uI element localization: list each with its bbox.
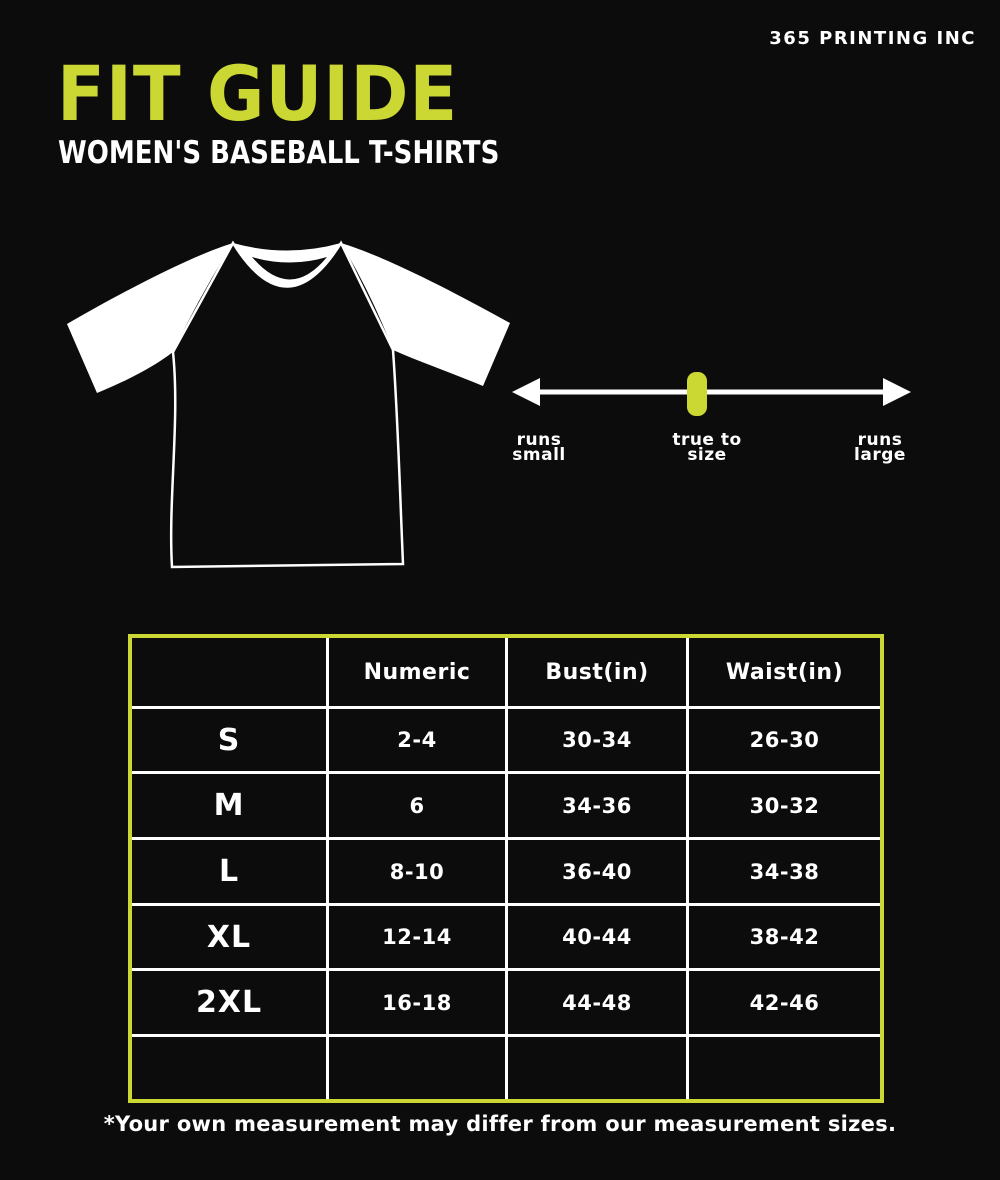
bust-cell: 30-34 [508,709,689,774]
numeric-cell [329,1037,508,1099]
scale-label-runs-small [512,430,566,465]
numeric-cell: 6 [329,774,508,840]
size-cell: 2XL [132,971,329,1037]
scale-label-line: true to [672,430,742,450]
tshirt-and-fit-scale-illustration [0,210,1000,580]
scale-label-line: large [854,445,906,465]
bust-cell: 44-48 [508,971,689,1037]
right-sleeve [341,243,510,386]
size-table [128,634,884,1103]
table-header-numeric: Numeric [329,638,508,709]
numeric-cell: 12-14 [329,906,508,971]
page-subtitle: WOMEN'S BASEBALL T-SHIRTS [58,135,500,171]
waist-cell: 26-30 [689,709,880,774]
collar [233,243,341,287]
left-sleeve [67,243,233,393]
table-header-bust: Bust(in) [508,638,689,709]
bust-cell: 40-44 [508,906,689,971]
table-header-corner [132,638,329,709]
scale-label-line: runs [857,430,903,450]
size-cell: XL [132,906,329,971]
brand-name: 365 PRINTING INC [769,28,976,49]
waist-cell: 30-32 [689,774,880,840]
table-header-waist: Waist(in) [689,638,880,709]
size-cell [132,1037,329,1099]
numeric-cell: 2-4 [329,709,508,774]
arrow-right-head [883,378,911,406]
bust-cell: 34-36 [508,774,689,840]
page-title: FIT GUIDE [57,49,459,139]
bust-cell: 36-40 [508,840,689,906]
scale-label-line: size [687,445,727,465]
bust-cell [508,1037,689,1099]
waist-cell: 34-38 [689,840,880,906]
numeric-cell: 16-18 [329,971,508,1037]
waist-cell [689,1037,880,1099]
scale-label-true-to-size [672,430,742,465]
measurement-footnote: *Your own measurement may differ from our measurement sizes. [103,1112,897,1136]
raglan-tshirt-icon [67,243,510,567]
waist-cell: 42-46 [689,971,880,1037]
true-to-size-marker [687,372,707,416]
size-cell: S [132,709,329,774]
scale-label-line: small [512,445,566,465]
waist-cell: 38-42 [689,906,880,971]
scale-label-runs-large [854,430,906,465]
fit-scale-arrow-icon [512,372,911,416]
size-cell: L [132,840,329,906]
size-cell: M [132,774,329,840]
numeric-cell: 8-10 [329,840,508,906]
scale-label-line: runs [516,430,562,450]
arrow-left-head [512,378,540,406]
